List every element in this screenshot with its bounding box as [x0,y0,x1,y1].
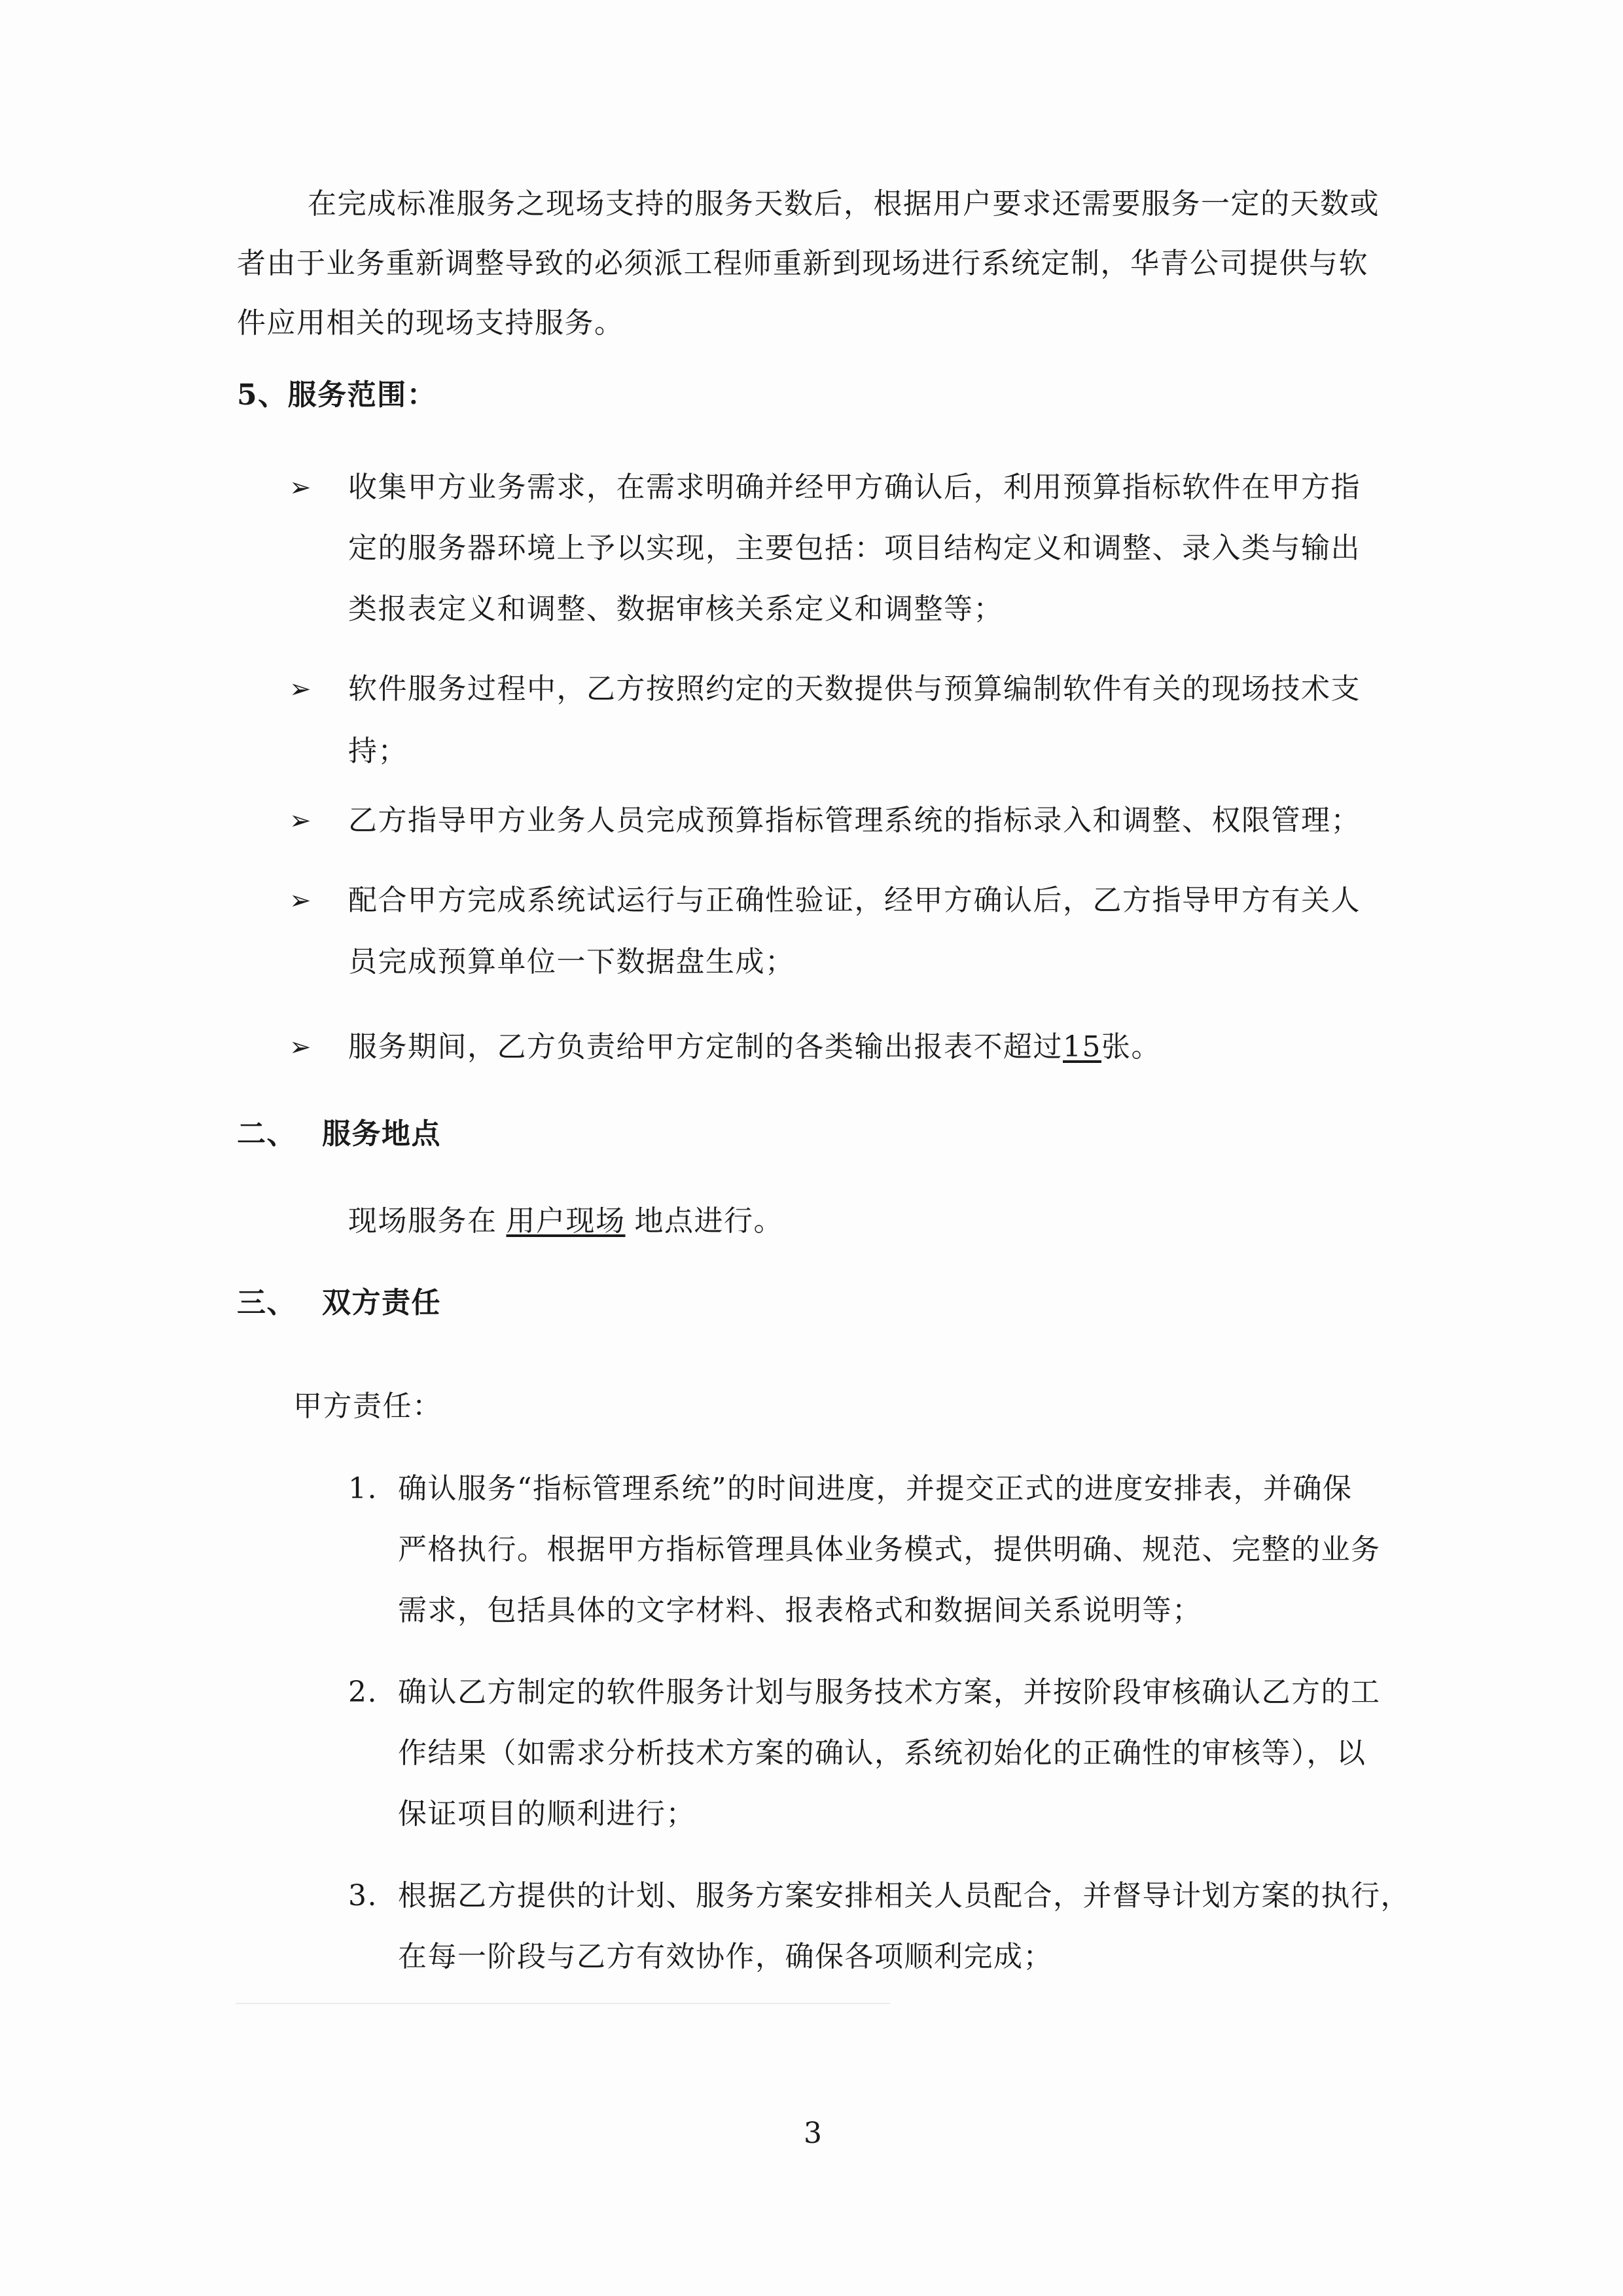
scope-item-1-line-2: 定的服务器环境上予以实现，主要包括：项目结构定义和调整、录入类与输出 [348,531,1361,565]
intro-line-2: 者由于业务重新调整导致的必须派工程师重新到现场进行系统定制，华青公司提供与软 [237,247,1368,280]
report-count-value: 15 [1063,1030,1101,1064]
intro-line-3: 件应用相关的现场支持服务。 [237,306,624,340]
scope-item-4-line-1: 配合甲方完成系统试运行与正确性验证，经甲方确认后，乙方指导甲方有关人 [348,884,1361,917]
duty-item-2-number: 2. [348,1676,378,1709]
page-number: 3 [804,2117,822,2150]
scan-artifact [236,2003,890,2004]
section-3-number: 三、 [237,1286,296,1319]
scope-item-5 [348,1028,1161,1067]
duty-item-3-line-2: 在每一阶段与乙方有效协作，确保各项顺利完成； [398,1940,1053,1973]
scope-item-4-line-2: 员完成预算单位一下数据盘生成； [348,945,795,978]
bullet-arrow-icon: ➢ [289,1032,312,1062]
section-2-number: 二、 [237,1117,296,1151]
intro-line-1: 在完成标准服务之现场支持的服务天数后，根据用户要求还需要服务一定的天数或 [308,187,1380,221]
bullet-arrow-icon: ➢ [289,473,312,503]
scope-item-5-suffix: 张。 [1101,1030,1161,1064]
scope-item-2-line-2: 持； [348,734,408,768]
bullet-arrow-icon: ➢ [289,806,312,836]
service-location-prefix: 现场服务在 [348,1204,497,1238]
scope-item-3-line-1: 乙方指导甲方业务人员完成预算指标管理系统的指标录入和调整、权限管理； [348,804,1361,837]
bullet-arrow-icon: ➢ [289,674,312,704]
duty-item-1-line-1: 确认服务“指标管理系统”的时间进度，并提交正式的进度安排表，并确保 [398,1472,1353,1505]
section-2-title: 服务地点 [322,1117,441,1151]
scope-item-5-text: 服务期间，乙方负责给甲方定制的各类输出报表不超过 [348,1030,1063,1064]
service-location-line [348,1202,783,1241]
section-3-title: 双方责任 [322,1286,441,1319]
scope-item-2-line-1: 软件服务过程中，乙方按照约定的天数提供与预算编制软件有关的现场技术支 [348,672,1361,706]
duty-item-3-number: 3. [348,1879,378,1912]
duty-item-2-line-2: 作结果（如需求分析技术方案的确认，系统初始化的正确性的审核等），以 [398,1736,1366,1770]
scope-item-1-line-1: 收集甲方业务需求，在需求明确并经甲方确认后，利用预算指标软件在甲方指 [348,471,1361,504]
duty-item-3-line-1: 根据乙方提供的计划、服务方案安排相关人员配合，并督导计划方案的执行， [398,1879,1410,1912]
duty-item-1-line-3: 需求，包括具体的文字材料、报表格式和数据间关系说明等； [398,1594,1202,1627]
bullet-arrow-icon: ➢ [289,886,312,916]
duty-item-1-line-2: 严格执行。根据甲方指标管理具体业务模式，提供明确、规范、完整的业务 [398,1533,1381,1566]
duty-item-2-line-1: 确认乙方制定的软件服务计划与服务技术方案，并按阶段审核确认乙方的工 [398,1676,1381,1709]
service-location-suffix: 地点进行。 [634,1204,783,1238]
duty-item-2-line-3: 保证项目的顺利进行； [398,1797,696,1831]
scope-item-1-line-3: 类报表定义和调整、数据审核关系定义和调整等； [348,592,1003,626]
duty-item-1-number: 1. [348,1472,378,1505]
service-location-value: 用户现场 [506,1204,626,1238]
scope-heading: 5、服务范围： [237,378,437,412]
party-a-label: 甲方责任： [293,1390,442,1423]
